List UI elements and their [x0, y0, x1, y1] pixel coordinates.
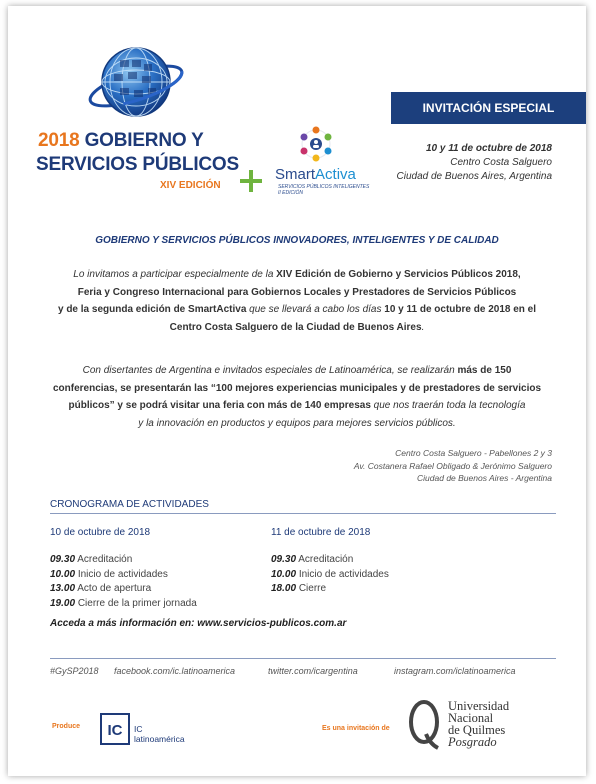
ic-logo-icon [100, 713, 130, 745]
schedule-title: CRONOGRAMA DE ACTIVIDADES [50, 499, 209, 510]
day2-schedule [271, 553, 389, 597]
smartactiva-name: SmartActiva [275, 166, 356, 183]
list-item: 18.00 Cierre [271, 583, 327, 594]
instagram-link[interactable]: instagram.com/iclatinoamerica [394, 666, 516, 676]
more-info-link[interactable]: Acceda a más información en: www.servicios-publicos.com.ar [50, 618, 347, 629]
ic-latinoamerica-name: IC latinoamérica [134, 724, 185, 744]
facebook-link[interactable]: facebook.com/ic.latinoamerica [114, 666, 236, 676]
day2-date: 11 de octubre de 2018 [271, 527, 371, 538]
details-paragraph: Con disertantes de Argentina e invitados especiales de Latinoamérica, se realizarán más de 150 conferencias, se presentarán las “100 mejores experiencias municipales y de prestadores de servicios públicos” y se podrá visitar una feria con más de 140 empresas que nos traerán toda la tecnología y la innovación en productos y equipos para mejores servicios públicos. [52, 365, 542, 429]
twitter-link[interactable]: twitter.com/icargentina [268, 666, 358, 676]
divider [50, 513, 556, 514]
event-edition: XIV EDICIÓN [160, 180, 221, 191]
list-item: 13.00 Acto de apertura [50, 583, 152, 594]
venue-address: Centro Costa Salguero - Pabellones 2 y 3 Av. Costanera Rafael Obligado & Jerónimo Salguero Ciudad de Buenos Aires - Argentina [353, 448, 552, 483]
university-logo-icon [408, 698, 440, 750]
intro-paragraph: Lo invitamos a participar especialmente de la XIV Edición de Gobierno y Servicios Públicos 2018, Feria y Congreso Internacional para Gobiernos Locales y Prestadores de Servicios Públicos y de la segunda edición de SmartActiva que se llevará a cabo los días 10 y 11 de octubre de 2018 en el Centro Costa Salguero de la Ciudad de Buenos Aires. [57, 269, 537, 333]
list-item: 09.30 Acreditación [271, 554, 354, 565]
university-name: Universidad Nacional de Quilmes Posgrado [448, 699, 510, 749]
invitation-from-label: Es una invitación de [322, 725, 390, 732]
list-item: 19.00 Cierre de la primer jornada [50, 597, 197, 609]
event-title-line1: 2018 GOBIERNO Y [38, 130, 204, 151]
list-item: 10.00 Inicio de actividades [271, 568, 389, 580]
smartactiva-subtitle: SERVICIOS PÚBLICOS INTELIGENTES II EDICIÓN [278, 184, 370, 196]
event-date-venue: 10 y 11 de octubre de 2018 Centro Costa Salguero Ciudad de Buenos Aires, Argentina [396, 143, 552, 182]
svg-text:IC: IC [107, 722, 123, 739]
headline: GOBIERNO Y SERVICIOS PÚBLICOS INNOVADORES, INTELIGENTES Y DE CALIDAD [95, 235, 499, 246]
day1-date: 10 de octubre de 2018 [50, 527, 151, 538]
list-item: 10.00 Inicio de actividades [50, 568, 168, 580]
list-item: 09.30 Acreditación [50, 554, 133, 565]
day1-schedule [50, 553, 197, 611]
event-title-line2: SERVICIOS PÚBLICOS [36, 154, 239, 175]
divider [50, 658, 556, 659]
hashtag: #GySP2018 [50, 666, 99, 676]
produce-label: Produce [52, 723, 81, 730]
globe-logo-icon [86, 34, 186, 130]
plus-icon [240, 170, 262, 192]
smartactiva-logo-icon [296, 124, 336, 164]
special-invitation-banner: INVITACIÓN ESPECIAL [391, 92, 586, 124]
invitation-page [8, 6, 586, 776]
